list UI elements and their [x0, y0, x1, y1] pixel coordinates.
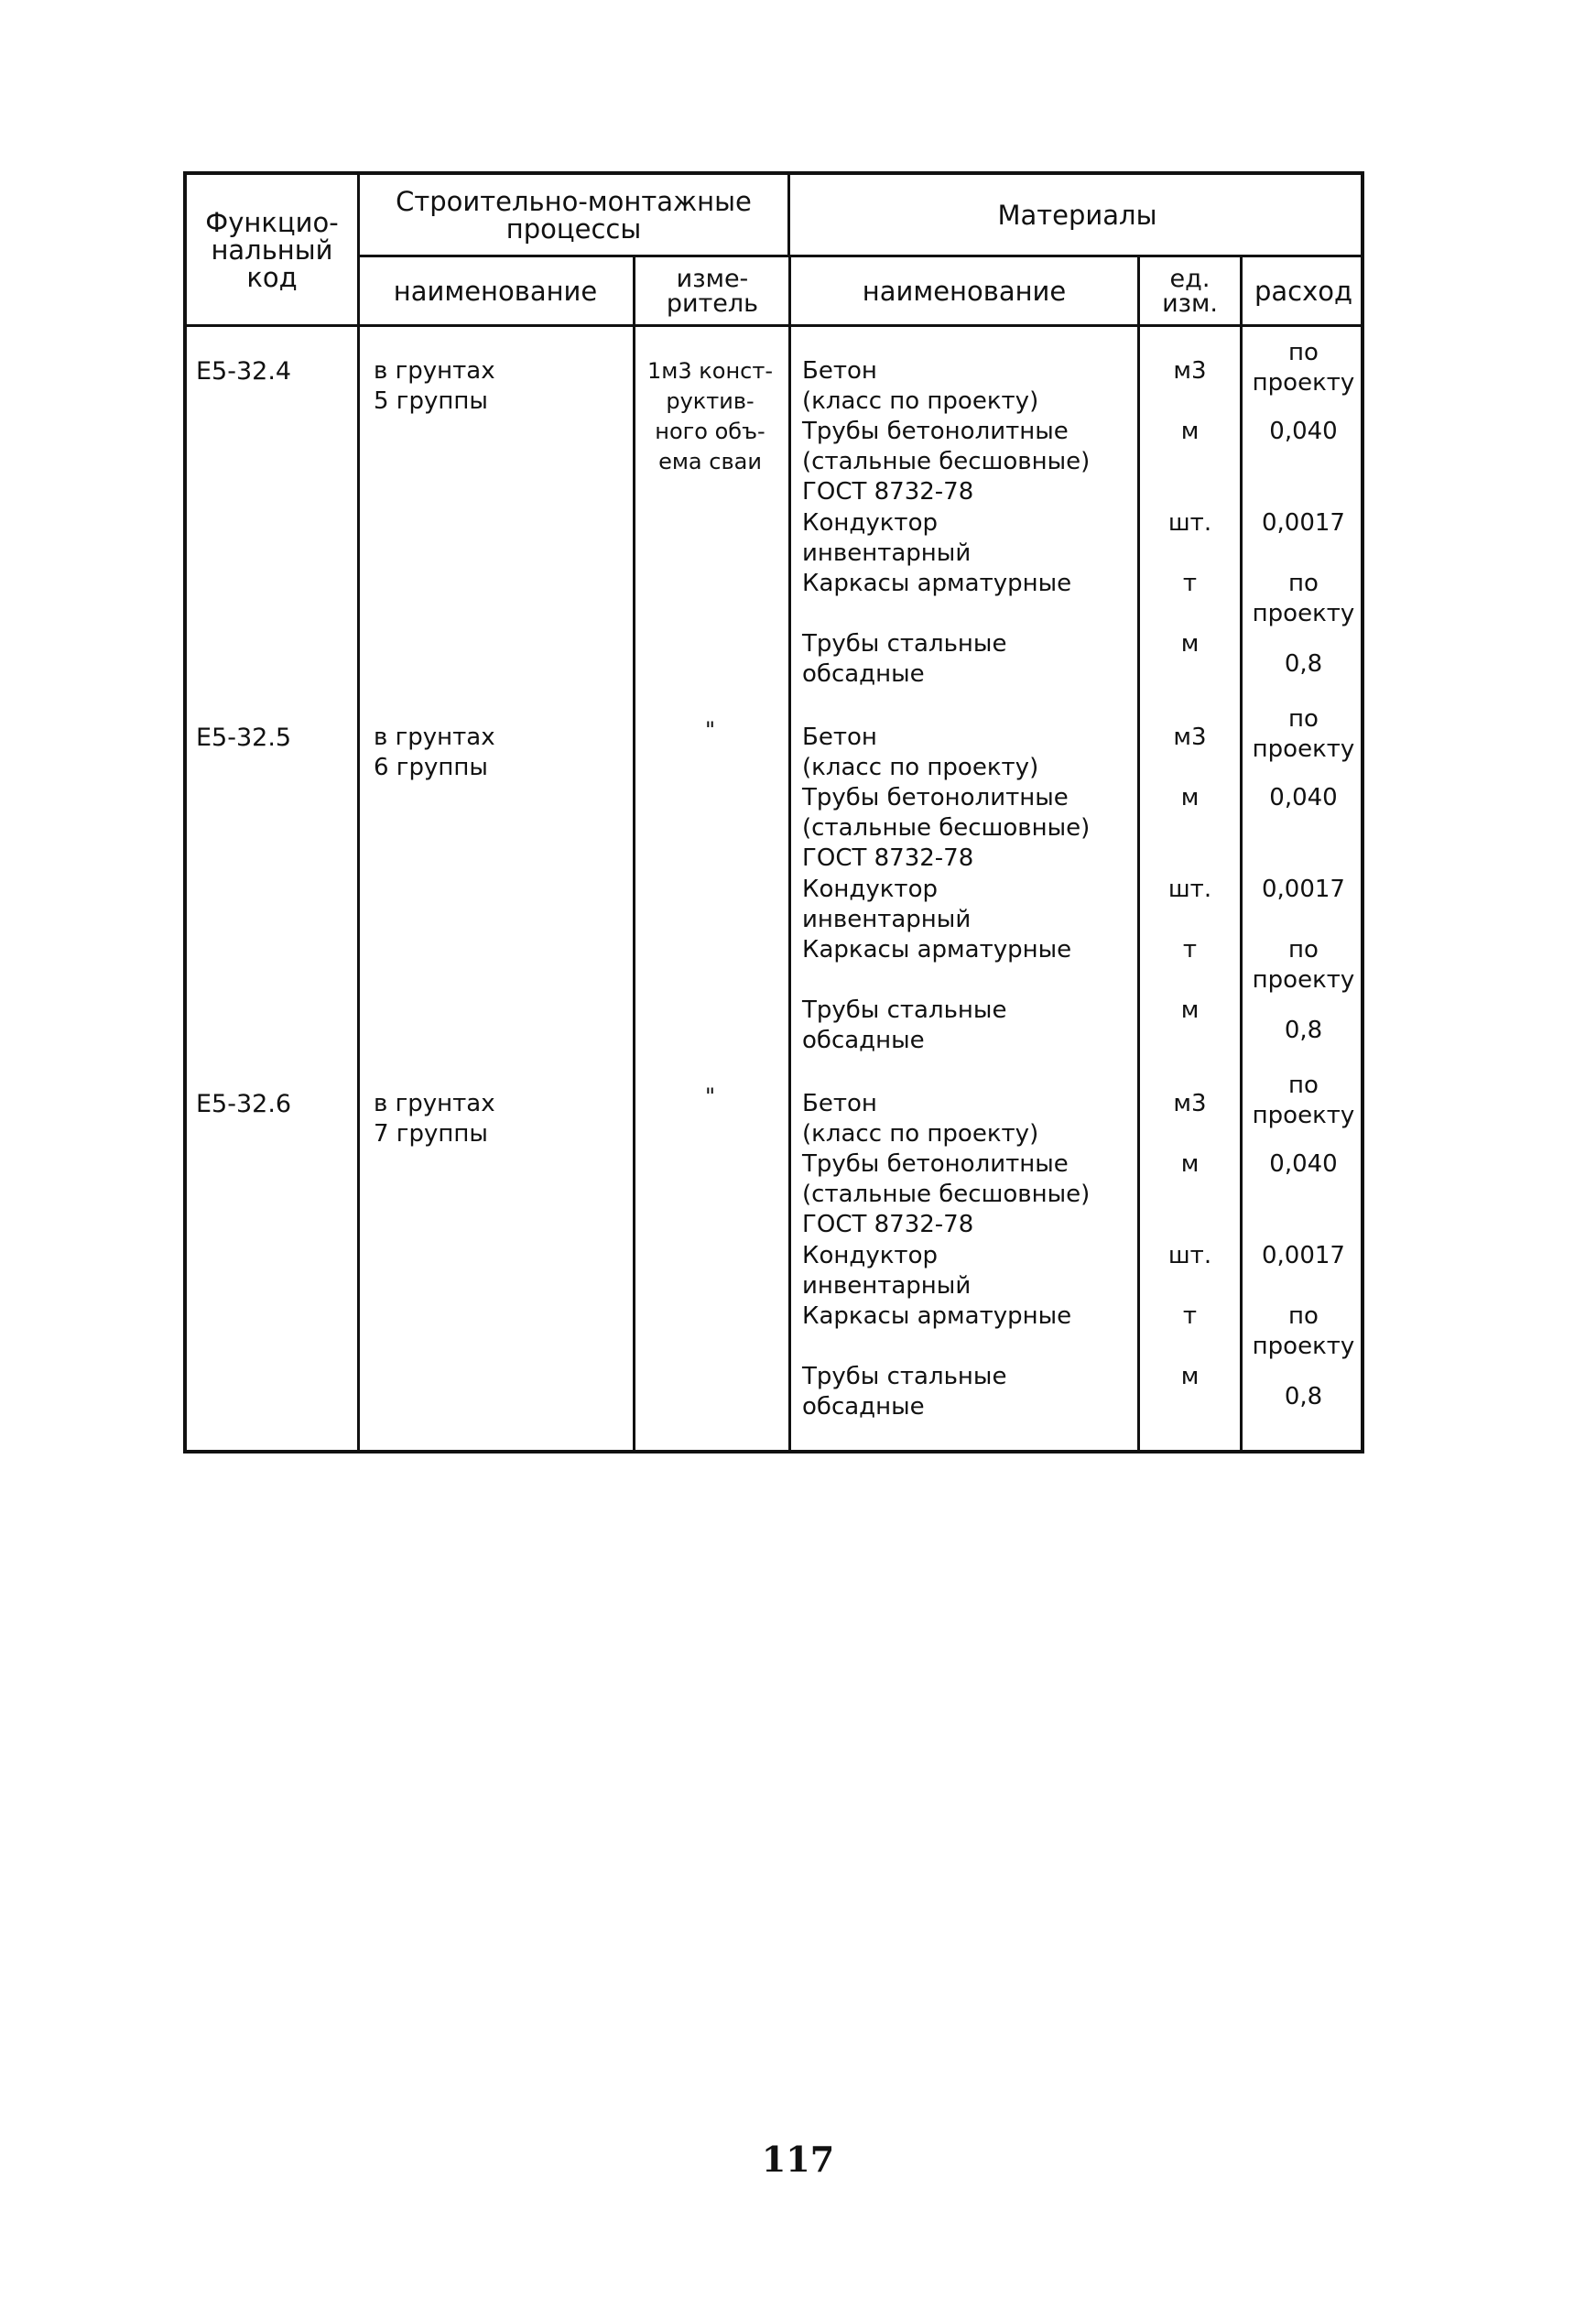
material-qty: по проекту	[1252, 1072, 1355, 1129]
material-qty: 0,8	[1284, 650, 1323, 678]
material-name: Трубы бетонолитные (стальные бесшовные) ГОСТ 8732-78	[802, 418, 1091, 506]
material-unit: м3	[1173, 357, 1207, 385]
material-unit: м	[1180, 1150, 1200, 1178]
material-qty: 0,8	[1284, 1017, 1323, 1044]
material-unit: м	[1180, 996, 1200, 1024]
material-qty: по проекту	[1252, 339, 1355, 397]
material-unit: т	[1182, 570, 1198, 597]
material-name: Бетон (класс по проекту)	[802, 724, 1039, 781]
row-meter: 1м3 конст- руктив- ного объ- ема сваи	[647, 358, 773, 474]
material-name: Трубы бетонолитные (стальные бесшовные) ГОСТ 8732-78	[802, 1150, 1091, 1238]
material-name: Трубы бетонолитные (стальные бесшовные) ГОСТ 8732-78	[802, 784, 1091, 872]
header-material-name: наименование	[862, 275, 1067, 307]
header-meter: изме- ритель	[666, 264, 759, 318]
material-qty: 0,040	[1269, 418, 1338, 445]
material-name: Трубы стальные обсадные	[802, 1363, 1007, 1421]
material-name: Кондуктор инвентарный	[802, 1242, 972, 1300]
material-qty: по проекту	[1252, 570, 1355, 627]
header-unit: ед. изм.	[1162, 264, 1218, 318]
header-code: Функцио- нальный код	[205, 206, 339, 293]
row-process: в грунтах 5 группы	[374, 357, 495, 415]
material-name: Бетон (класс по проекту)	[802, 1090, 1039, 1148]
material-qty: 0,0017	[1262, 876, 1345, 903]
row-process: в грунтах 7 группы	[374, 1090, 495, 1148]
col-divider	[788, 255, 791, 1450]
material-name: Каркасы арматурные	[802, 936, 1072, 964]
material-unit: м	[1180, 630, 1200, 658]
material-qty: 0,040	[1269, 1150, 1338, 1178]
row-code: E5-32.4	[196, 357, 292, 386]
material-qty: 0,0017	[1262, 509, 1345, 537]
material-qty: 0,0017	[1262, 1242, 1345, 1269]
material-unit: шт.	[1167, 1242, 1212, 1269]
row-code: E5-32.6	[196, 1090, 292, 1118]
material-unit: т	[1182, 1302, 1198, 1330]
header-materials: Материалы	[997, 199, 1157, 231]
row-meter: "	[704, 717, 716, 743]
material-name: Кондуктор инвентарный	[802, 876, 972, 933]
material-qty: 0,8	[1284, 1383, 1323, 1410]
col-divider	[633, 255, 635, 1450]
material-unit: м	[1180, 418, 1200, 445]
material-name: Трубы стальные обсадные	[802, 630, 1007, 688]
material-name: Трубы стальные обсадные	[802, 996, 1007, 1054]
norms-table	[183, 171, 1364, 1453]
row-code: E5-32.5	[196, 724, 292, 752]
header-qty: расход	[1254, 275, 1353, 307]
row-meter: "	[704, 1083, 716, 1109]
material-unit: т	[1182, 936, 1198, 964]
material-name: Кондуктор инвентарный	[802, 509, 972, 567]
material-qty: по проекту	[1252, 1302, 1355, 1360]
header-bottom-line	[187, 324, 1364, 327]
material-name: Каркасы арматурные	[802, 570, 1072, 597]
material-name: Бетон (класс по проекту)	[802, 357, 1039, 415]
material-unit: м3	[1173, 1090, 1207, 1117]
page-number: 117	[761, 2139, 835, 2180]
header-processes: Строительно-монтажные процессы	[396, 185, 752, 245]
material-unit: шт.	[1167, 509, 1212, 537]
header-process-name: наименование	[393, 275, 598, 307]
material-unit: м	[1180, 1363, 1200, 1390]
material-unit: м	[1180, 784, 1200, 811]
material-unit: шт.	[1167, 876, 1212, 903]
material-qty: 0,040	[1269, 784, 1338, 811]
material-name: Каркасы арматурные	[802, 1302, 1072, 1330]
row-process: в грунтах 6 группы	[374, 724, 495, 781]
col-divider	[357, 175, 360, 1450]
material-qty: по проекту	[1252, 705, 1355, 763]
material-unit: м3	[1173, 724, 1207, 751]
material-qty: по проекту	[1252, 936, 1355, 994]
